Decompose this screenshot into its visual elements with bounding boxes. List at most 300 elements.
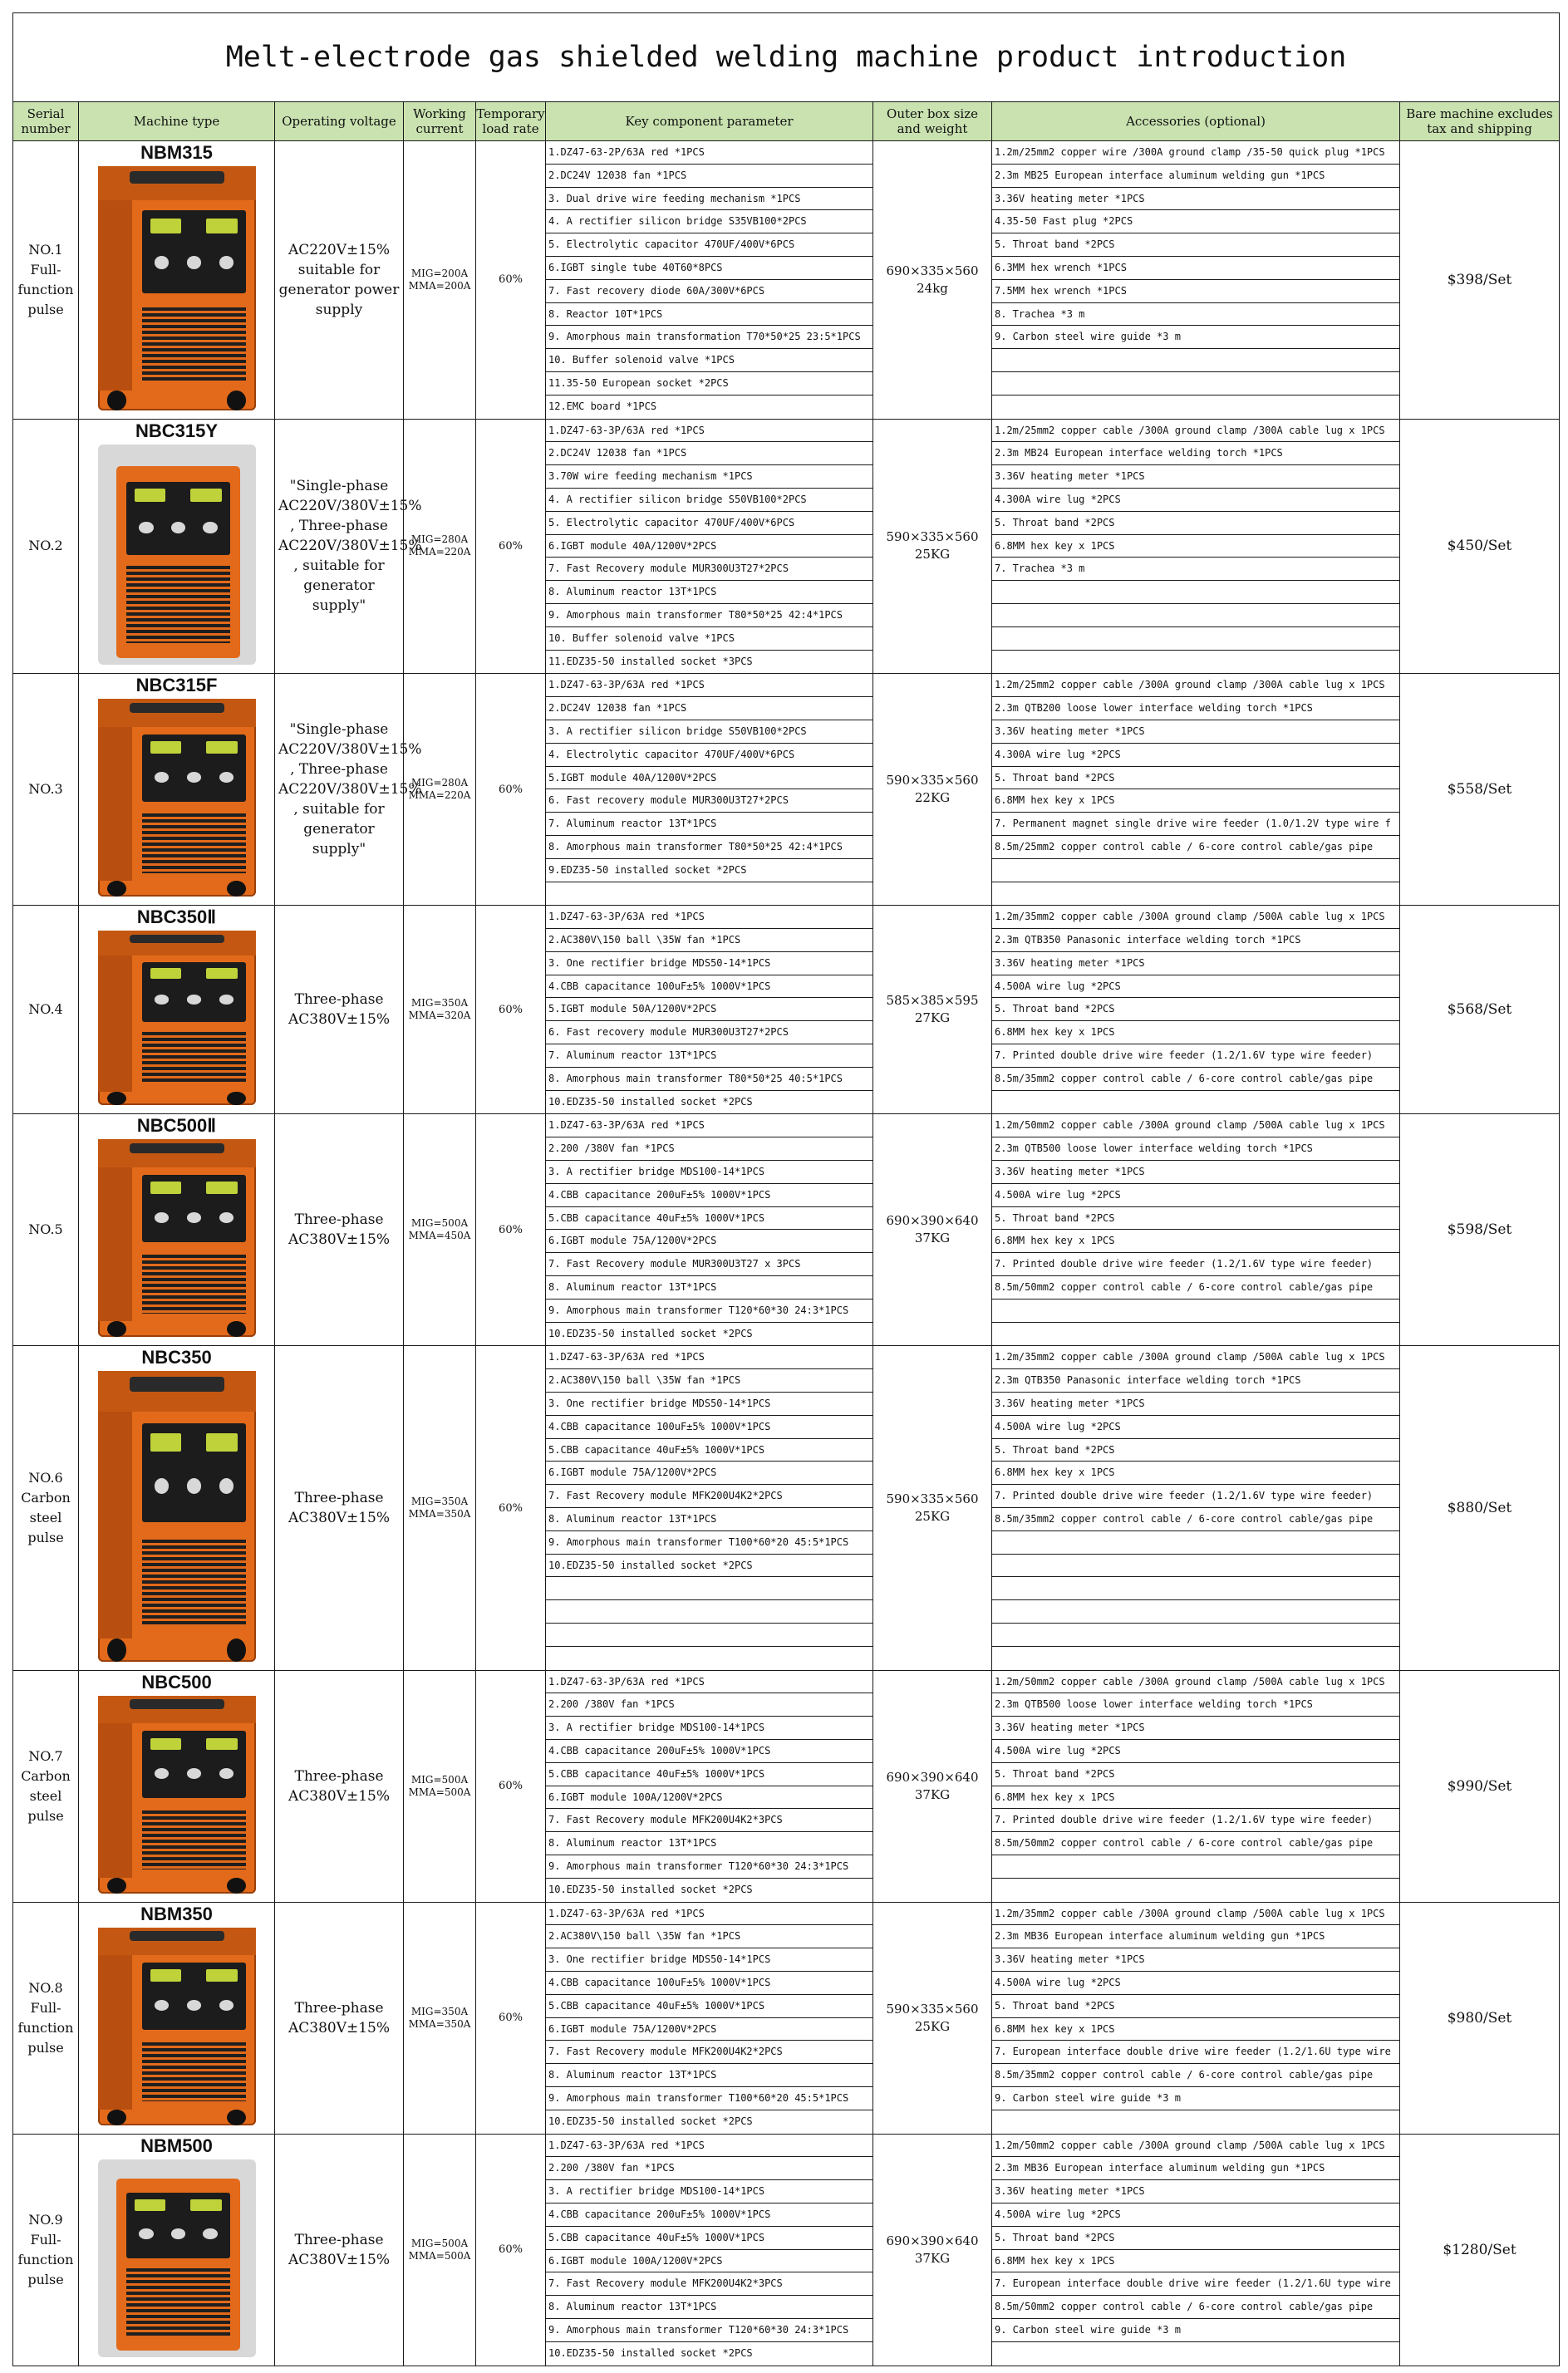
header-accessories: Accessories (optional): [992, 102, 1400, 141]
box-size: 690×390×640: [886, 2233, 979, 2248]
param-line: 4.CBB capacitance 100uF±5% 1000V*1PCS: [546, 975, 872, 999]
key-component-list: [546, 2134, 873, 2366]
machine-name: NBC315F: [135, 675, 218, 696]
param-line: 5.CBB capacitance 40uF±5% 1000V*1PCS: [546, 2227, 872, 2250]
load-rate: 60%: [476, 1114, 546, 1346]
accessories-list: [992, 1670, 1400, 1902]
accessory-line: 7. European interface double drive wire feeder (1.2/1.6U type wire: [992, 2272, 1399, 2296]
box-size: 590×335×560: [886, 529, 979, 545]
param-line: 8. Aluminum reactor 13T*1PCS: [546, 1832, 872, 1855]
param-line: [546, 1577, 872, 1600]
param-line: 3. One rectifier bridge MDS50-14*1PCS: [546, 952, 872, 975]
accessory-line: [992, 651, 1399, 674]
accessory-line: 6.8MM hex key x 1PCS: [992, 789, 1399, 813]
accessory-line: [992, 1555, 1399, 1578]
product-row: [13, 1902, 1560, 2134]
box-size-weight: [873, 1902, 992, 2134]
header-key-params: Key component parameter: [546, 102, 873, 141]
accessory-line: [992, 882, 1399, 906]
accessory-line: [992, 1300, 1399, 1323]
header-row: [13, 102, 1560, 141]
accessory-line: 3.36V heating meter *1PCS: [992, 1161, 1399, 1184]
accessory-line: 2.3m MB36 European interface aluminum welding gun *1PCS: [992, 2157, 1399, 2180]
key-component-list: [546, 419, 873, 674]
serial-number: NO.1 Full-function pulse: [13, 141, 79, 420]
header-voltage: Operating voltage: [275, 102, 404, 141]
operating-voltage: Three-phase AC380V±15%: [275, 1114, 404, 1346]
orange-welding-machine-icon: [98, 1928, 256, 2125]
operating-voltage: "Single-phase AC220V/380V±15% , Three-phase AC220V/380V±15% , suitable for generator supply": [275, 419, 404, 674]
accessory-line: 4.500A wire lug *2PCS: [992, 975, 1399, 999]
machine-name: NBM500: [140, 2135, 213, 2156]
accessory-line: 4.300A wire lug *2PCS: [992, 489, 1399, 512]
param-line: 7. Fast Recovery module MFK200U4K2*3PCS: [546, 1809, 872, 1832]
accessory-line: [992, 349, 1399, 372]
param-line: 7. Fast Recovery module MFK200U4K2*2PCS: [546, 2041, 872, 2064]
param-line: 5. Electrolytic capacitor 470UF/400V*6PCS: [546, 512, 872, 535]
accessories-list: [992, 1346, 1400, 1670]
price: $598/Set: [1400, 1114, 1560, 1346]
param-line: 8. Aluminum reactor 13T*1PCS: [546, 581, 872, 604]
accessory-line: 2.3m MB24 European interface welding torch *1PCS: [992, 442, 1399, 465]
header-load-rate: Temporary load rate: [476, 102, 546, 141]
param-line: 6.IGBT module 75A/1200V*2PCS: [546, 1462, 872, 1485]
product-row: [13, 674, 1560, 906]
accessory-line: [992, 604, 1399, 627]
accessory-line: 7. Printed double drive wire feeder (1.2/1.6V type wire feeder): [992, 1485, 1399, 1508]
accessory-line: 4.500A wire lug *2PCS: [992, 1972, 1399, 1995]
accessory-line: 3.36V heating meter *1PCS: [992, 1393, 1399, 1416]
param-line: 10.EDZ35-50 installed socket *2PCS: [548, 1095, 753, 1108]
param-line: 1.DZ47-63-3P/63A red *1PCS: [546, 1346, 872, 1369]
accessories-list: [992, 141, 1400, 420]
machine-type-cell: [79, 2134, 275, 2366]
operating-voltage: Three-phase AC380V±15%: [275, 2134, 404, 2366]
load-rate: 60%: [476, 141, 546, 420]
product-row: [13, 419, 1560, 674]
accessory-line: 6.8MM hex key x 1PCS: [992, 535, 1399, 558]
box-size: 590×335×560: [886, 1491, 979, 1507]
load-rate: 60%: [476, 906, 546, 1114]
param-line: 9. Amorphous main transformer T120*60*30 24:3*1PCS: [546, 1300, 872, 1323]
accessories-list: [992, 674, 1400, 906]
machine-name: NBC350: [141, 1347, 212, 1368]
param-line: 3. A rectifier bridge MDS100-14*1PCS: [546, 1717, 872, 1740]
accessory-line: 1.2m/35mm2 copper cable /300A ground clamp /500A cable lug x 1PCS: [992, 1346, 1399, 1369]
accessory-line: 6.3MM hex wrench *1PCS: [992, 257, 1399, 280]
accessory-line: 3.36V heating meter *1PCS: [992, 720, 1399, 744]
serial-number: NO.5: [13, 1114, 79, 1346]
param-line: 2.200 /380V fan *1PCS: [546, 1137, 872, 1161]
accessory-line: 3.36V heating meter *1PCS: [992, 188, 1399, 211]
accessory-line: 7.5MM hex wrench *1PCS: [992, 280, 1399, 303]
box-size-weight: [873, 419, 992, 674]
orange-welding-machine-icon: [98, 1139, 256, 1337]
header-current: Working current: [404, 102, 476, 141]
machine-name: NBM350: [140, 1903, 213, 1924]
key-component-list: [546, 141, 873, 420]
accessory-line: 9. Carbon steel wire guide *3 m: [992, 2319, 1399, 2342]
accessory-line: 5. Throat band *2PCS: [992, 1763, 1399, 1786]
machine-name: NBC350Ⅱ: [136, 906, 217, 928]
box-weight: 27KG: [914, 1010, 951, 1026]
box-size: 585×385×595: [886, 993, 979, 1009]
param-line: 10. Buffer solenoid valve *1PCS: [546, 349, 872, 372]
accessories-list: [992, 2134, 1400, 2366]
param-line: 9. Amorphous main transformer T80*50*25 42:4*1PCS: [546, 604, 872, 627]
param-line: 6.IGBT module 100A/1200V*2PCS: [546, 2250, 872, 2273]
param-line: 1.DZ47-63-3P/63A red *1PCS: [546, 1114, 872, 1137]
operating-voltage: Three-phase AC380V±15%: [275, 1670, 404, 1902]
accessory-line: [992, 1647, 1399, 1670]
orange-welding-machine-icon: [98, 166, 256, 410]
param-line: 7. Fast recovery diode 60A/300V*6PCS: [546, 280, 872, 303]
param-line: 8. Aluminum reactor 13T*1PCS: [546, 1508, 872, 1531]
accessory-line: [992, 1879, 1399, 1902]
accessory-line: 1.2m/35mm2 copper cable /300A ground clamp /500A cable lug x 1PCS: [992, 1903, 1399, 1926]
working-current: MIG=280A MMA=220A: [404, 419, 476, 674]
machine-type-cell: [79, 1670, 275, 1902]
param-line: 3.70W wire feeding mechanism *1PCS: [546, 465, 872, 489]
product-row: [13, 141, 1560, 420]
accessory-line: 4.500A wire lug *2PCS: [992, 1416, 1399, 1439]
working-current: MIG=500A MMA=500A: [404, 2134, 476, 2366]
working-current: MIG=500A MMA=500A: [404, 1670, 476, 1902]
accessory-line: 1.2m/50mm2 copper cable /300A ground clamp /500A cable lug x 1PCS: [992, 1114, 1399, 1137]
machine-name: NBC315Y: [135, 420, 219, 441]
key-component-list: [546, 1346, 873, 1670]
param-line: 9. Amorphous main transformation T70*50*25 23:5*1PCS: [546, 326, 872, 349]
working-current: MIG=200A MMA=200A: [404, 141, 476, 420]
accessory-line: 1.2m/50mm2 copper cable /300A ground clamp /500A cable lug x 1PCS: [992, 1671, 1399, 1694]
accessory-line: 4.500A wire lug *2PCS: [992, 1740, 1399, 1763]
param-line: 2.DC24V 12038 fan *1PCS: [546, 165, 872, 188]
param-line: [546, 1600, 872, 1624]
accessory-line: 5. Throat band *2PCS: [992, 233, 1399, 257]
price: $880/Set: [1400, 1346, 1560, 1670]
accessory-line: [992, 1091, 1399, 1114]
serial-number: NO.2: [13, 419, 79, 674]
box-weight: 25KG: [914, 1509, 951, 1525]
accessory-line: 8.5m/50mm2 copper control cable / 6-core control cable/gas pipe: [992, 1832, 1399, 1855]
box-size-weight: [873, 1114, 992, 1346]
param-line: 9.EDZ35-50 installed socket *2PCS: [546, 859, 872, 882]
accessory-line: 5. Throat band *2PCS: [992, 767, 1399, 790]
accessory-line: 1.2m/35mm2 copper cable /300A ground clamp /500A cable lug x 1PCS: [992, 906, 1399, 929]
param-line: 9. Amorphous main transformer T120*60*30 24:3*1PCS: [546, 1855, 872, 1879]
operating-voltage: Three-phase AC380V±15%: [275, 1902, 404, 2134]
accessory-line: 8.5m/50mm2 copper control cable / 6-core control cable/gas pipe: [992, 2296, 1399, 2319]
accessory-line: 4.500A wire lug *2PCS: [992, 1184, 1399, 1207]
accessory-line: 1.2m/50mm2 copper cable /300A ground clamp /500A cable lug x 1PCS: [992, 2135, 1399, 2158]
accessory-line: 8.5m/35mm2 copper control cable / 6-core control cable/gas pipe: [992, 2064, 1399, 2087]
header-box: Outer box size and weight: [873, 102, 992, 141]
accessory-line: 2.3m MB25 European interface aluminum welding gun *1PCS: [992, 165, 1399, 188]
working-current: MIG=350A MMA=350A: [404, 1346, 476, 1670]
param-line: 8. Aluminum reactor 13T*1PCS: [546, 2064, 872, 2087]
param-line: 5.CBB capacitance 40uF±5% 1000V*1PCS: [546, 1207, 872, 1231]
param-line: 6. Fast recovery module MUR300U3T27*2PCS: [546, 789, 872, 813]
serial-number: NO.7 Carbon steel pulse: [13, 1670, 79, 1902]
box-weight: 37KG: [914, 1231, 951, 1246]
param-line: 4. A rectifier silicon bridge S35VB100*2PCS: [546, 210, 872, 233]
accessories-list: [992, 906, 1400, 1114]
param-line: 4. A rectifier silicon bridge S50VB100*2PCS: [546, 489, 872, 512]
box-weight: 37KG: [914, 2250, 951, 2266]
serial-number: NO.8 Full-function pulse: [13, 1902, 79, 2134]
key-component-list: [546, 906, 873, 1114]
accessory-line: 7. Trachea *3 m: [992, 558, 1399, 581]
box-size: 690×335×560: [886, 263, 979, 278]
accessory-line: 6.8MM hex key x 1PCS: [992, 1462, 1399, 1485]
accessory-line: 6.8MM hex key x 1PCS: [992, 2250, 1399, 2273]
param-line: 8. Aluminum reactor 13T*1PCS: [546, 1276, 872, 1300]
accessories-list: [992, 1114, 1400, 1346]
product-row: [13, 1346, 1560, 1670]
param-line: 7. Fast Recovery module MUR300U3T27 x 3PCS: [546, 1253, 872, 1276]
accessory-line: [992, 627, 1399, 651]
param-line: 5.CBB capacitance 40uF±5% 1000V*1PCS: [546, 1995, 872, 2018]
accessory-line: 9. Carbon steel wire guide *3 m: [992, 326, 1399, 349]
accessory-line: 8.5m/25mm2 copper control cable / 6-core control cable/gas pipe: [992, 836, 1399, 859]
accessory-line: 6.8MM hex key x 1PCS: [992, 1786, 1399, 1810]
machine-type-cell: [79, 906, 275, 1114]
param-line: [546, 1647, 872, 1670]
machine-name: NBM315: [140, 142, 213, 163]
accessory-line: 1.2m/25mm2 copper cable /300A ground clamp /300A cable lug x 1PCS: [992, 420, 1399, 443]
price: $450/Set: [1400, 419, 1560, 674]
accessories-list: [992, 419, 1400, 674]
accessory-line: 8.5m/35mm2 copper control cable / 6-core control cable/gas pipe: [992, 1508, 1399, 1531]
product-row: [13, 1114, 1560, 1346]
param-line: 10.EDZ35-50 installed socket *2PCS: [548, 2346, 753, 2359]
param-line: 5.IGBT module 40A/1200V*2PCS: [546, 767, 872, 790]
orange-welding-machine-icon: [98, 1696, 256, 1894]
accessories-list: [992, 1902, 1400, 2134]
load-rate: 60%: [476, 419, 546, 674]
param-line: 6.IGBT module 40A/1200V*2PCS: [546, 535, 872, 558]
param-line: 3. One rectifier bridge MDS50-14*1PCS: [546, 1948, 872, 1972]
box-weight: 25KG: [914, 2018, 951, 2034]
accessory-line: 2.3m QTB350 Panasonic interface welding torch *1PCS: [992, 1369, 1399, 1393]
accessory-line: 4.300A wire lug *2PCS: [992, 744, 1399, 767]
param-line: 1.DZ47-63-3P/63A red *1PCS: [546, 2135, 872, 2158]
accessory-line: 9. Carbon steel wire guide *3 m: [992, 2087, 1399, 2110]
accessory-line: 5. Throat band *2PCS: [992, 1439, 1399, 1462]
machine-type-cell: [79, 674, 275, 906]
orange-welding-machine-icon: [98, 1371, 256, 1661]
box-size: 590×335×560: [886, 2001, 979, 2017]
param-line: 7. Fast Recovery module MFK200U4K2*3PCS: [546, 2272, 872, 2296]
box-weight: 25KG: [914, 547, 951, 563]
product-row: [13, 906, 1560, 1114]
param-line: 8. Amorphous main transformer T80*50*25 42:4*1PCS: [546, 836, 872, 859]
param-line: 2.DC24V 12038 fan *1PCS: [546, 697, 872, 720]
param-line: 1.DZ47-63-2P/63A red *1PCS: [546, 141, 872, 165]
accessory-line: 7. Permanent magnet single drive wire feeder (1.0/1.2V type wire f: [992, 813, 1399, 836]
param-line: 6.IGBT module 75A/1200V*2PCS: [546, 2018, 872, 2041]
param-line: 11.35-50 European socket *2PCS: [546, 372, 872, 396]
machine-name: NBC500Ⅱ: [136, 1115, 217, 1137]
param-line: 8. Aluminum reactor 13T*1PCS: [546, 2296, 872, 2319]
param-line: 4.CBB capacitance 200uF±5% 1000V*1PCS: [546, 1740, 872, 1763]
accessory-line: 6.8MM hex key x 1PCS: [992, 2018, 1399, 2041]
param-line: 10.EDZ35-50 installed socket *2PCS: [548, 2115, 753, 2127]
param-line: 7. Aluminum reactor 13T*1PCS: [546, 1044, 872, 1068]
machine-type-cell: [79, 419, 275, 674]
param-line: 10.EDZ35-50 installed socket *2PCS: [548, 1327, 753, 1339]
param-line: 9. Amorphous main transformer T120*60*30 24:3*1PCS: [546, 2319, 872, 2342]
box-weight: 24kg: [917, 280, 948, 296]
operating-voltage: "Single-phase AC220V/380V±15% , Three-phase AC220V/380V±15% , suitable for generator supply": [275, 674, 404, 906]
param-line: 3. A rectifier silicon bridge S50VB100*2PCS: [546, 720, 872, 744]
param-line: 10.EDZ35-50 installed socket *2PCS: [548, 1883, 753, 1895]
param-line: 6.IGBT module 100A/1200V*2PCS: [546, 1786, 872, 1810]
param-line: 2.200 /380V fan *1PCS: [546, 2157, 872, 2180]
accessory-line: [992, 581, 1399, 604]
product-row: [13, 1670, 1560, 1902]
param-line: 3. One rectifier bridge MDS50-14*1PCS: [546, 1393, 872, 1416]
working-current: MIG=350A MMA=320A: [404, 906, 476, 1114]
load-rate: 60%: [476, 674, 546, 906]
box-weight: 37KG: [914, 1786, 951, 1802]
box-size: 690×390×640: [886, 1213, 979, 1229]
box-size-weight: [873, 906, 992, 1114]
accessory-line: 5. Throat band *2PCS: [992, 1207, 1399, 1231]
param-line: 1.DZ47-63-3P/63A red *1PCS: [546, 906, 872, 929]
accessory-line: 2.3m QTB200 loose lower interface welding torch *1PCS: [992, 697, 1399, 720]
param-line: 10. Buffer solenoid valve *1PCS: [546, 627, 872, 651]
accessory-line: [992, 1531, 1399, 1555]
load-rate: 60%: [476, 2134, 546, 2366]
accessory-line: 2.3m QTB500 loose lower interface welding torch *1PCS: [992, 1137, 1399, 1161]
price: $568/Set: [1400, 906, 1560, 1114]
welding-machine-photo-icon: [98, 445, 256, 666]
param-line: 1.DZ47-63-3P/63A red *1PCS: [546, 420, 872, 443]
product-row: [13, 2134, 1560, 2366]
accessory-line: 1.2m/25mm2 copper cable /300A ground clamp /300A cable lug x 1PCS: [992, 674, 1399, 697]
accessory-line: 7. Printed double drive wire feeder (1.2/1.6V type wire feeder): [992, 1809, 1399, 1832]
param-line: 4. Electrolytic capacitor 470UF/400V*6PCS: [546, 744, 872, 767]
param-line: 2.AC380V\150 ball \35W fan *1PCS: [546, 1925, 872, 1948]
accessory-line: [992, 1600, 1399, 1624]
working-current: MIG=350A MMA=350A: [404, 1902, 476, 2134]
param-line: 2.200 /380V fan *1PCS: [546, 1693, 872, 1717]
price: $1280/Set: [1400, 2134, 1560, 2366]
operating-voltage: AC220V±15% suitable for generator power supply: [275, 141, 404, 420]
accessory-line: 3.36V heating meter *1PCS: [992, 465, 1399, 489]
param-line: 4.CBB capacitance 200uF±5% 1000V*1PCS: [546, 2204, 872, 2227]
accessory-line: 7. European interface double drive wire feeder (1.2/1.6U type wire: [992, 2041, 1399, 2064]
accessory-line: [992, 2110, 1399, 2134]
header-serial: Serial number: [13, 102, 79, 141]
param-line: 3. A rectifier bridge MDS100-14*1PCS: [546, 1161, 872, 1184]
accessory-line: 7. Printed double drive wire feeder (1.2/1.6V type wire feeder): [992, 1253, 1399, 1276]
key-component-list: [546, 1670, 873, 1902]
accessory-line: 6.8MM hex key x 1PCS: [992, 1230, 1399, 1253]
price: $990/Set: [1400, 1670, 1560, 1902]
param-line: 3. Dual drive wire feeding mechanism *1PCS: [546, 188, 872, 211]
accessory-line: 1.2m/25mm2 copper wire /300A ground clamp /35-50 quick plug *1PCS: [992, 141, 1399, 165]
param-line: 6. Fast recovery module MUR300U3T27*2PCS: [546, 1021, 872, 1044]
orange-welding-machine-icon: [98, 931, 256, 1105]
accessory-line: [992, 859, 1399, 882]
machine-type-cell: [79, 1902, 275, 2134]
box-size-weight: [873, 674, 992, 906]
welding-machine-photo-icon: [98, 2159, 256, 2357]
param-line: 11.EDZ35-50 installed socket *3PCS: [548, 655, 753, 667]
orange-welding-machine-icon: [98, 699, 256, 897]
machine-type-cell: [79, 1346, 275, 1670]
param-line: 8. Amorphous main transformer T80*50*25 40:5*1PCS: [546, 1068, 872, 1091]
param-line: 1.DZ47-63-3P/63A red *1PCS: [546, 674, 872, 697]
param-line: 7. Aluminum reactor 13T*1PCS: [546, 813, 872, 836]
param-line: 5.IGBT module 50A/1200V*2PCS: [546, 998, 872, 1021]
accessory-line: 6.8MM hex key x 1PCS: [992, 1021, 1399, 1044]
accessory-line: [992, 1323, 1399, 1346]
operating-voltage: Three-phase AC380V±15%: [275, 1346, 404, 1670]
param-line: 3. A rectifier bridge MDS100-14*1PCS: [546, 2180, 872, 2204]
accessory-line: 3.36V heating meter *1PCS: [992, 2180, 1399, 2204]
price: $398/Set: [1400, 141, 1560, 420]
accessory-line: 2.3m QTB500 loose lower interface welding torch *1PCS: [992, 1693, 1399, 1717]
param-line: 4.CBB capacitance 100uF±5% 1000V*1PCS: [546, 1416, 872, 1439]
accessory-line: [992, 1577, 1399, 1600]
accessory-line: 8.5m/35mm2 copper control cable / 6-core control cable/gas pipe: [992, 1068, 1399, 1091]
param-line: 1.DZ47-63-3P/63A red *1PCS: [546, 1671, 872, 1694]
accessory-line: [992, 396, 1399, 419]
machine-type-cell: [79, 141, 275, 420]
param-line: 5.CBB capacitance 40uF±5% 1000V*1PCS: [546, 1439, 872, 1462]
box-size-weight: [873, 1670, 992, 1902]
accessory-line: 4.500A wire lug *2PCS: [992, 2204, 1399, 2227]
param-line: 1.DZ47-63-3P/63A red *1PCS: [546, 1903, 872, 1926]
serial-number: NO.4: [13, 906, 79, 1114]
accessory-line: 2.3m QTB350 Panasonic interface welding torch *1PCS: [992, 929, 1399, 952]
param-line: 6.IGBT single tube 40T60*8PCS: [546, 257, 872, 280]
load-rate: 60%: [476, 1670, 546, 1902]
box-size: 590×335×560: [886, 773, 979, 789]
accessory-line: 8. Trachea *3 m: [992, 303, 1399, 327]
accessory-line: 3.36V heating meter *1PCS: [992, 952, 1399, 975]
param-line: 9. Amorphous main transformer T100*60*20 45:5*1PCS: [546, 1531, 872, 1555]
accessory-line: 3.36V heating meter *1PCS: [992, 1717, 1399, 1740]
key-component-list: [546, 1902, 873, 2134]
accessory-line: 3.36V heating meter *1PCS: [992, 1948, 1399, 1972]
param-line: 12.EMC board *1PCS: [548, 400, 657, 412]
operating-voltage: Three-phase AC380V±15%: [275, 906, 404, 1114]
product-rows: [13, 141, 1560, 2366]
key-component-list: [546, 674, 873, 906]
load-rate: 60%: [476, 1346, 546, 1670]
param-line: 2.AC380V\150 ball \35W fan *1PCS: [546, 1369, 872, 1393]
price: $558/Set: [1400, 674, 1560, 906]
box-size-weight: [873, 2134, 992, 2366]
accessory-line: [992, 372, 1399, 396]
param-line: [546, 882, 872, 906]
serial-number: NO.3: [13, 674, 79, 906]
serial-number: NO.6 Carbon steel pulse: [13, 1346, 79, 1670]
param-line: [546, 1624, 872, 1647]
accessory-line: [992, 1624, 1399, 1647]
machine-type-cell: [79, 1114, 275, 1346]
accessory-line: 5. Throat band *2PCS: [992, 512, 1399, 535]
working-current: MIG=500A MMA=450A: [404, 1114, 476, 1346]
param-line: 7. Fast Recovery module MFK200U4K2*2PCS: [546, 1485, 872, 1508]
load-rate: 60%: [476, 1902, 546, 2134]
page-title: Melt-electrode gas shielded welding machine product introduction: [13, 13, 1560, 102]
accessory-line: 4.35-50 Fast plug *2PCS: [992, 210, 1399, 233]
